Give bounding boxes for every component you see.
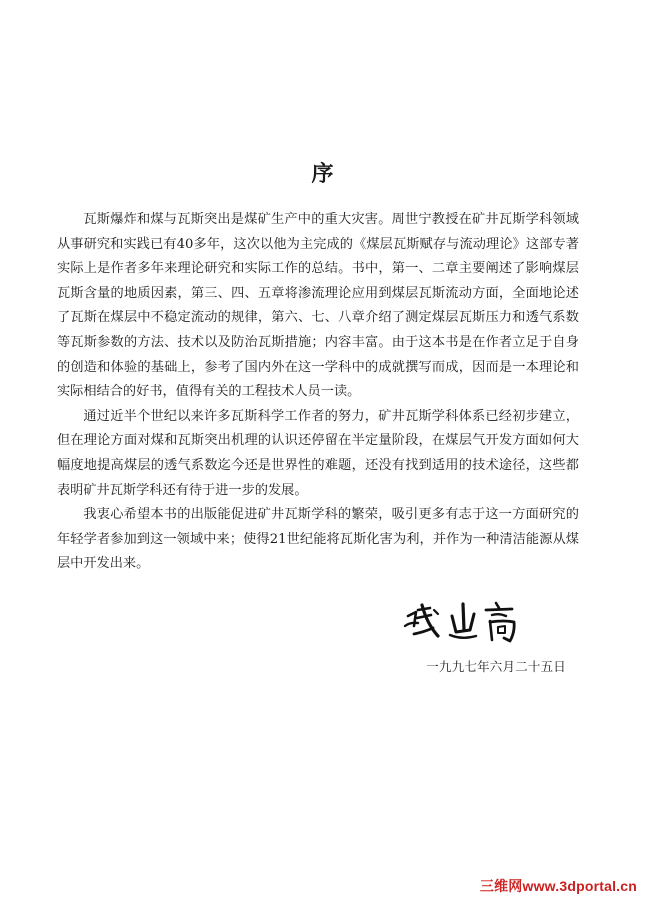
- paragraph-2: 通过近半个世纪以来许多瓦斯科学工作者的努力，矿井瓦斯学科体系已经初步建立，但在理论方面对煤和瓦斯突出机理的认识还停留在半定量阶段，在煤层气开发方面如何大幅度地提高煤层的透气系数迄今还是世界性的难题，还没有找到适用的技术途径，这些都表明矿井瓦斯学科还有待于进一步的发展。: [57, 408, 579, 498]
- signature-date: 一九九七年六月二十五日: [426, 659, 566, 674]
- paragraph-1: 瓦斯爆炸和煤与瓦斯突出是煤矿生产中的重大灾害。周世宁教授在矿井瓦斯学科领域从事研究和实践已有40多年，这次以他为主完成的《煤层瓦斯赋存与流动理论》这部专著实际上是作者多年来理论研究和实际工作的总结。书中，第一、二章主要阐述了影响煤层瓦斯含量的地质因素，第三、四、五章将渗流理论应用到煤层瓦斯流动方面，全面地论述了瓦斯在煤层中不稳定流动的规律，第六、七、八章介绍了测定煤层瓦斯压力和透气系数等瓦斯参数的方法、技术以及防治瓦斯措施；内容丰富。由于这本书是在作者立足于自身的创造和体验的基础上，参考了国内外在这一学科中的成就撰写而成，因而是一本理论和实际相结合的好书，值得有关的工程技术人员一读。: [57, 212, 579, 400]
- signature-icon: [400, 596, 560, 644]
- paragraph-3: 我衷心希望本书的出版能促进矿井瓦斯学科的繁荣，吸引更多有志于这一方面研究的年轻学者参加到这一领域中来；使得21世纪能将瓦斯化害为利，并作为一种清洁能源从煤层中开发出来。: [57, 507, 579, 572]
- site-watermark: 三维网www.3dportal.cn: [479, 878, 637, 894]
- page-title: 序: [311, 161, 336, 187]
- handwritten-signature: [400, 596, 560, 644]
- preface-body: [57, 208, 579, 577]
